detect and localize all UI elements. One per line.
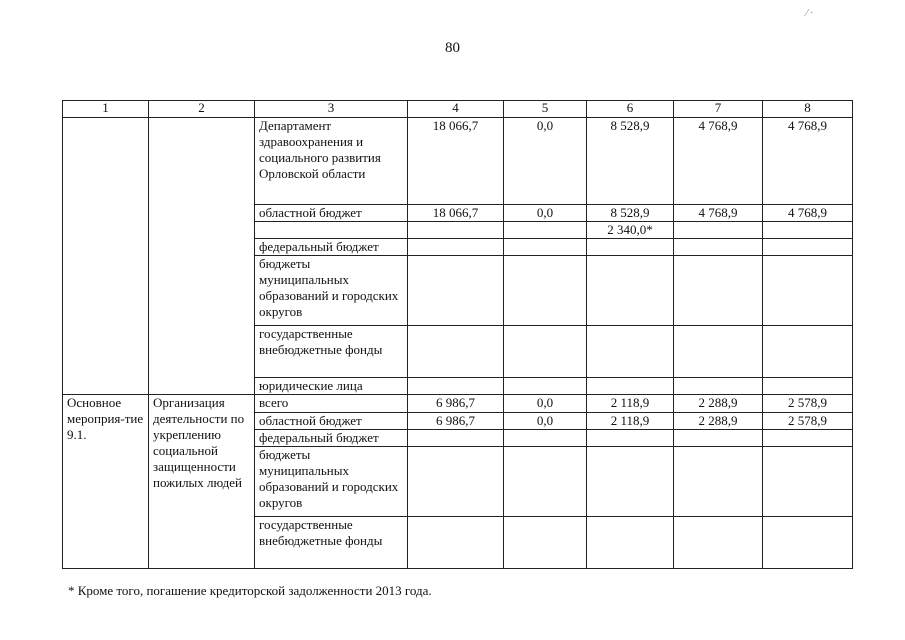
value-cell [587,447,674,517]
activity-cell [63,118,149,395]
footnote: * Кроме того, погашение кредиторской задолженности 2013 года. [68,583,432,598]
table-row [63,118,853,205]
budget-table [62,100,853,569]
header-cell: 7 [674,101,763,118]
value-cell: 2 118,9 [587,395,674,413]
value-cell [408,447,504,517]
value-cell: 4 768,9 [674,118,763,205]
table-row [63,395,853,413]
funding-source-cell [255,222,408,239]
value-cell [763,378,853,395]
header-cell: 1 [63,101,149,118]
value-cell: 2 340,0* [587,222,674,239]
value-cell: 2 578,9 [763,395,853,413]
funding-source-cell: областной бюджет [255,413,408,430]
activity-cell: Основное мероприя-тие 9.1. [63,395,149,569]
value-cell [763,517,853,569]
funding-source-cell: областной бюджет [255,205,408,222]
value-cell [674,447,763,517]
value-cell [763,256,853,326]
value-cell [674,430,763,447]
value-cell [587,517,674,569]
value-cell: 18 066,7 [408,118,504,205]
value-cell [763,239,853,256]
corner-mark: ⁄ · [806,8,814,19]
value-cell [763,326,853,378]
description-cell: Организация деятельности по укреплению социальной защищенности пожилых людей [149,395,255,569]
value-cell [408,256,504,326]
value-cell: 0,0 [504,413,587,430]
value-cell: 4 768,9 [763,205,853,222]
value-cell [674,517,763,569]
value-cell [587,256,674,326]
value-cell [674,326,763,378]
value-cell: 18 066,7 [408,205,504,222]
value-cell [504,256,587,326]
header-cell: 2 [149,101,255,118]
value-cell: 2 578,9 [763,413,853,430]
funding-source-cell: федеральный бюджет [255,430,408,447]
description-cell [149,118,255,395]
funding-source-cell: Департамент здравоохранения и социального развития Орловской области [255,118,408,205]
value-cell: 4 768,9 [674,205,763,222]
value-cell [408,517,504,569]
value-cell: 8 528,9 [587,205,674,222]
value-cell [408,222,504,239]
value-cell [408,378,504,395]
value-cell [504,222,587,239]
value-cell [587,326,674,378]
value-cell [504,378,587,395]
funding-source-cell: государственные внебюджетные фонды [255,326,408,378]
value-cell [587,378,674,395]
value-cell: 4 768,9 [763,118,853,205]
value-cell [763,222,853,239]
funding-source-cell: бюджеты муниципальных образований и городских округов [255,447,408,517]
value-cell [504,517,587,569]
funding-source-cell: федеральный бюджет [255,239,408,256]
page-number: 80 [445,40,460,56]
value-cell: 2 288,9 [674,395,763,413]
funding-source-cell: государственные внебюджетные фонды [255,517,408,569]
value-cell [408,239,504,256]
value-cell: 0,0 [504,395,587,413]
value-cell [674,256,763,326]
value-cell [504,239,587,256]
value-cell: 0,0 [504,118,587,205]
value-cell: 0,0 [504,205,587,222]
value-cell: 8 528,9 [587,118,674,205]
table-header-row [63,101,853,118]
header-cell: 5 [504,101,587,118]
value-cell: 2 288,9 [674,413,763,430]
value-cell [408,326,504,378]
header-cell: 4 [408,101,504,118]
value-cell: 6 986,7 [408,413,504,430]
header-cell: 6 [587,101,674,118]
value-cell [674,378,763,395]
header-cell: 8 [763,101,853,118]
value-cell [408,430,504,447]
funding-source-cell: юридические лица [255,378,408,395]
header-cell: 3 [255,101,408,118]
value-cell [674,222,763,239]
value-cell [587,430,674,447]
funding-source-cell: всего [255,395,408,413]
funding-source-cell: бюджеты муниципальных образований и городских округов [255,256,408,326]
value-cell [587,239,674,256]
value-cell [763,447,853,517]
value-cell: 2 118,9 [587,413,674,430]
value-cell [504,447,587,517]
value-cell [504,430,587,447]
value-cell: 6 986,7 [408,395,504,413]
value-cell [763,430,853,447]
value-cell [504,326,587,378]
value-cell [674,239,763,256]
